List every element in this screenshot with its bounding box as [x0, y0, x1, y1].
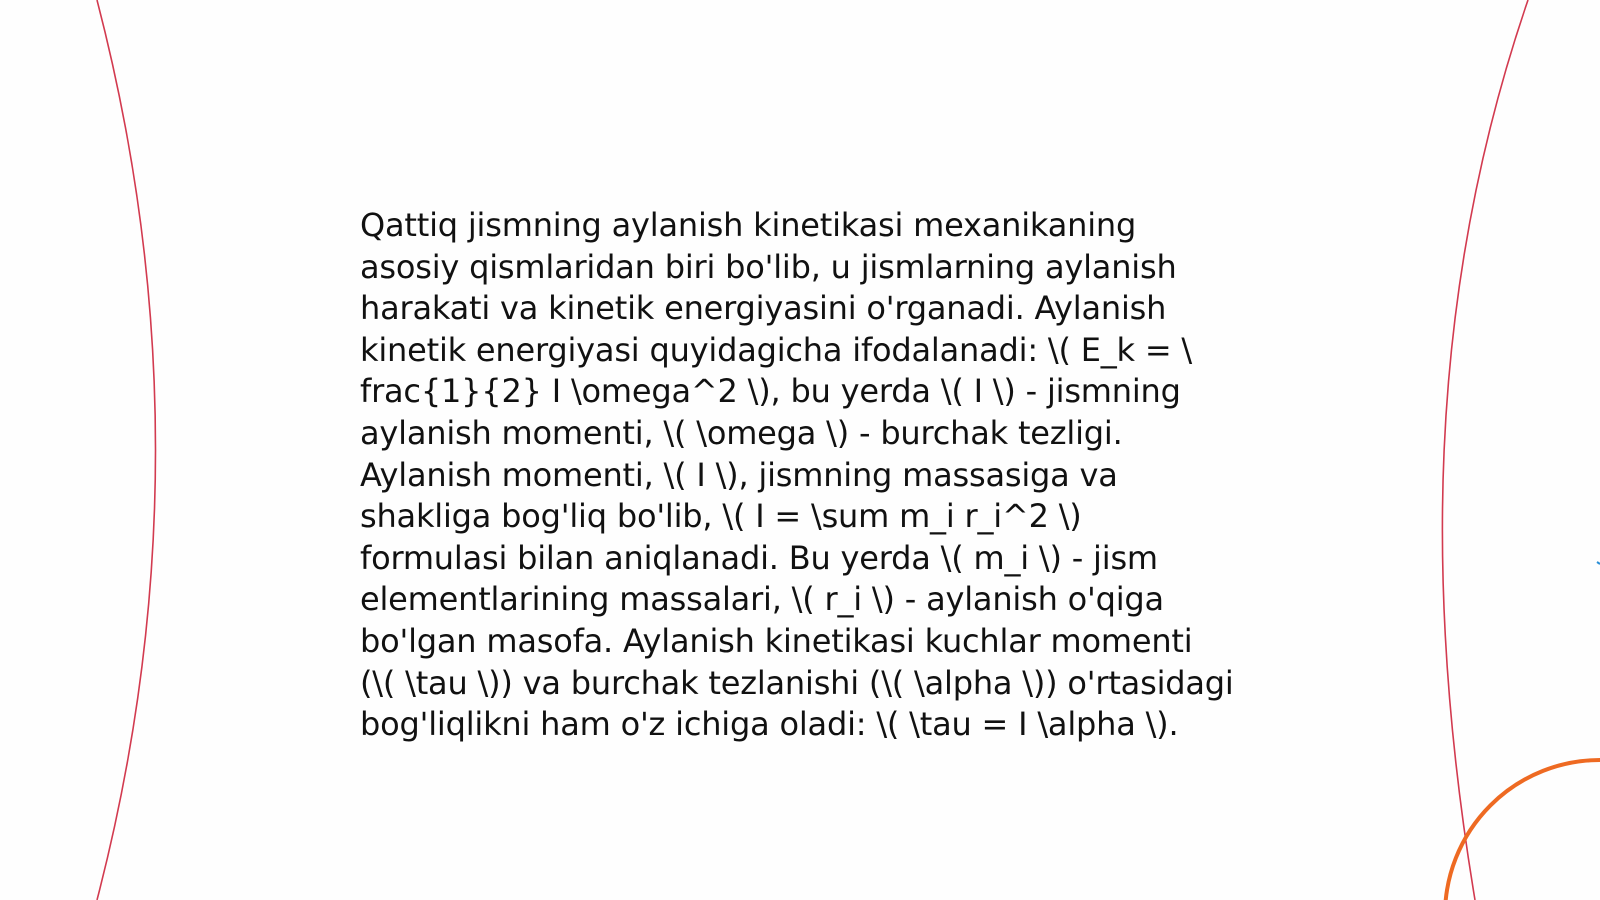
corner-orange-arc [1445, 760, 1600, 900]
body-line: bo'lgan masofa. Aylanish kinetikasi kuchlar momenti [360, 621, 1193, 660]
body-line: asosiy qismlaridan biri bo'lib, u jismlarning aylanish [360, 247, 1177, 286]
body-line: kinetik energiyasi quyidagicha ifodalanadi: \( E_k = \ [360, 330, 1192, 369]
body-line: frac{1}{2} I \omega^2 \), bu yerda \( I \) - jismning [360, 372, 1181, 411]
body-paragraph [360, 205, 1260, 746]
body-line: Aylanish momenti, \( I \), jismning massasiga va [360, 455, 1118, 494]
left-curve-line [97, 0, 156, 900]
body-line: (\( \tau \)) va burchak tezlanishi (\( \alpha \)) o'rtasidagi [360, 663, 1234, 702]
body-line: elementlarining massalari, \( r_i \) - aylanish o'qiga [360, 580, 1164, 619]
body-line: aylanish momenti, \( \omega \) - burchak tezligi. [360, 413, 1123, 452]
body-line: harakati va kinetik energiyasini o'rganadi. Aylanish [360, 289, 1167, 328]
body-line: formulasi bilan aniqlanadi. Bu yerda \( m_i \) - jism [360, 538, 1158, 577]
body-line: Qattiq jismning aylanish kinetikasi mexanikaning [360, 206, 1137, 244]
body-line: shakliga bog'liq bo'lib, \( I = \sum m_i r_i^2 \) [360, 497, 1082, 536]
body-line: bog'liqlikni ham o'z ichiga oladi: \( \tau = I \alpha \). [360, 705, 1179, 744]
right-curve-line [1442, 0, 1528, 900]
